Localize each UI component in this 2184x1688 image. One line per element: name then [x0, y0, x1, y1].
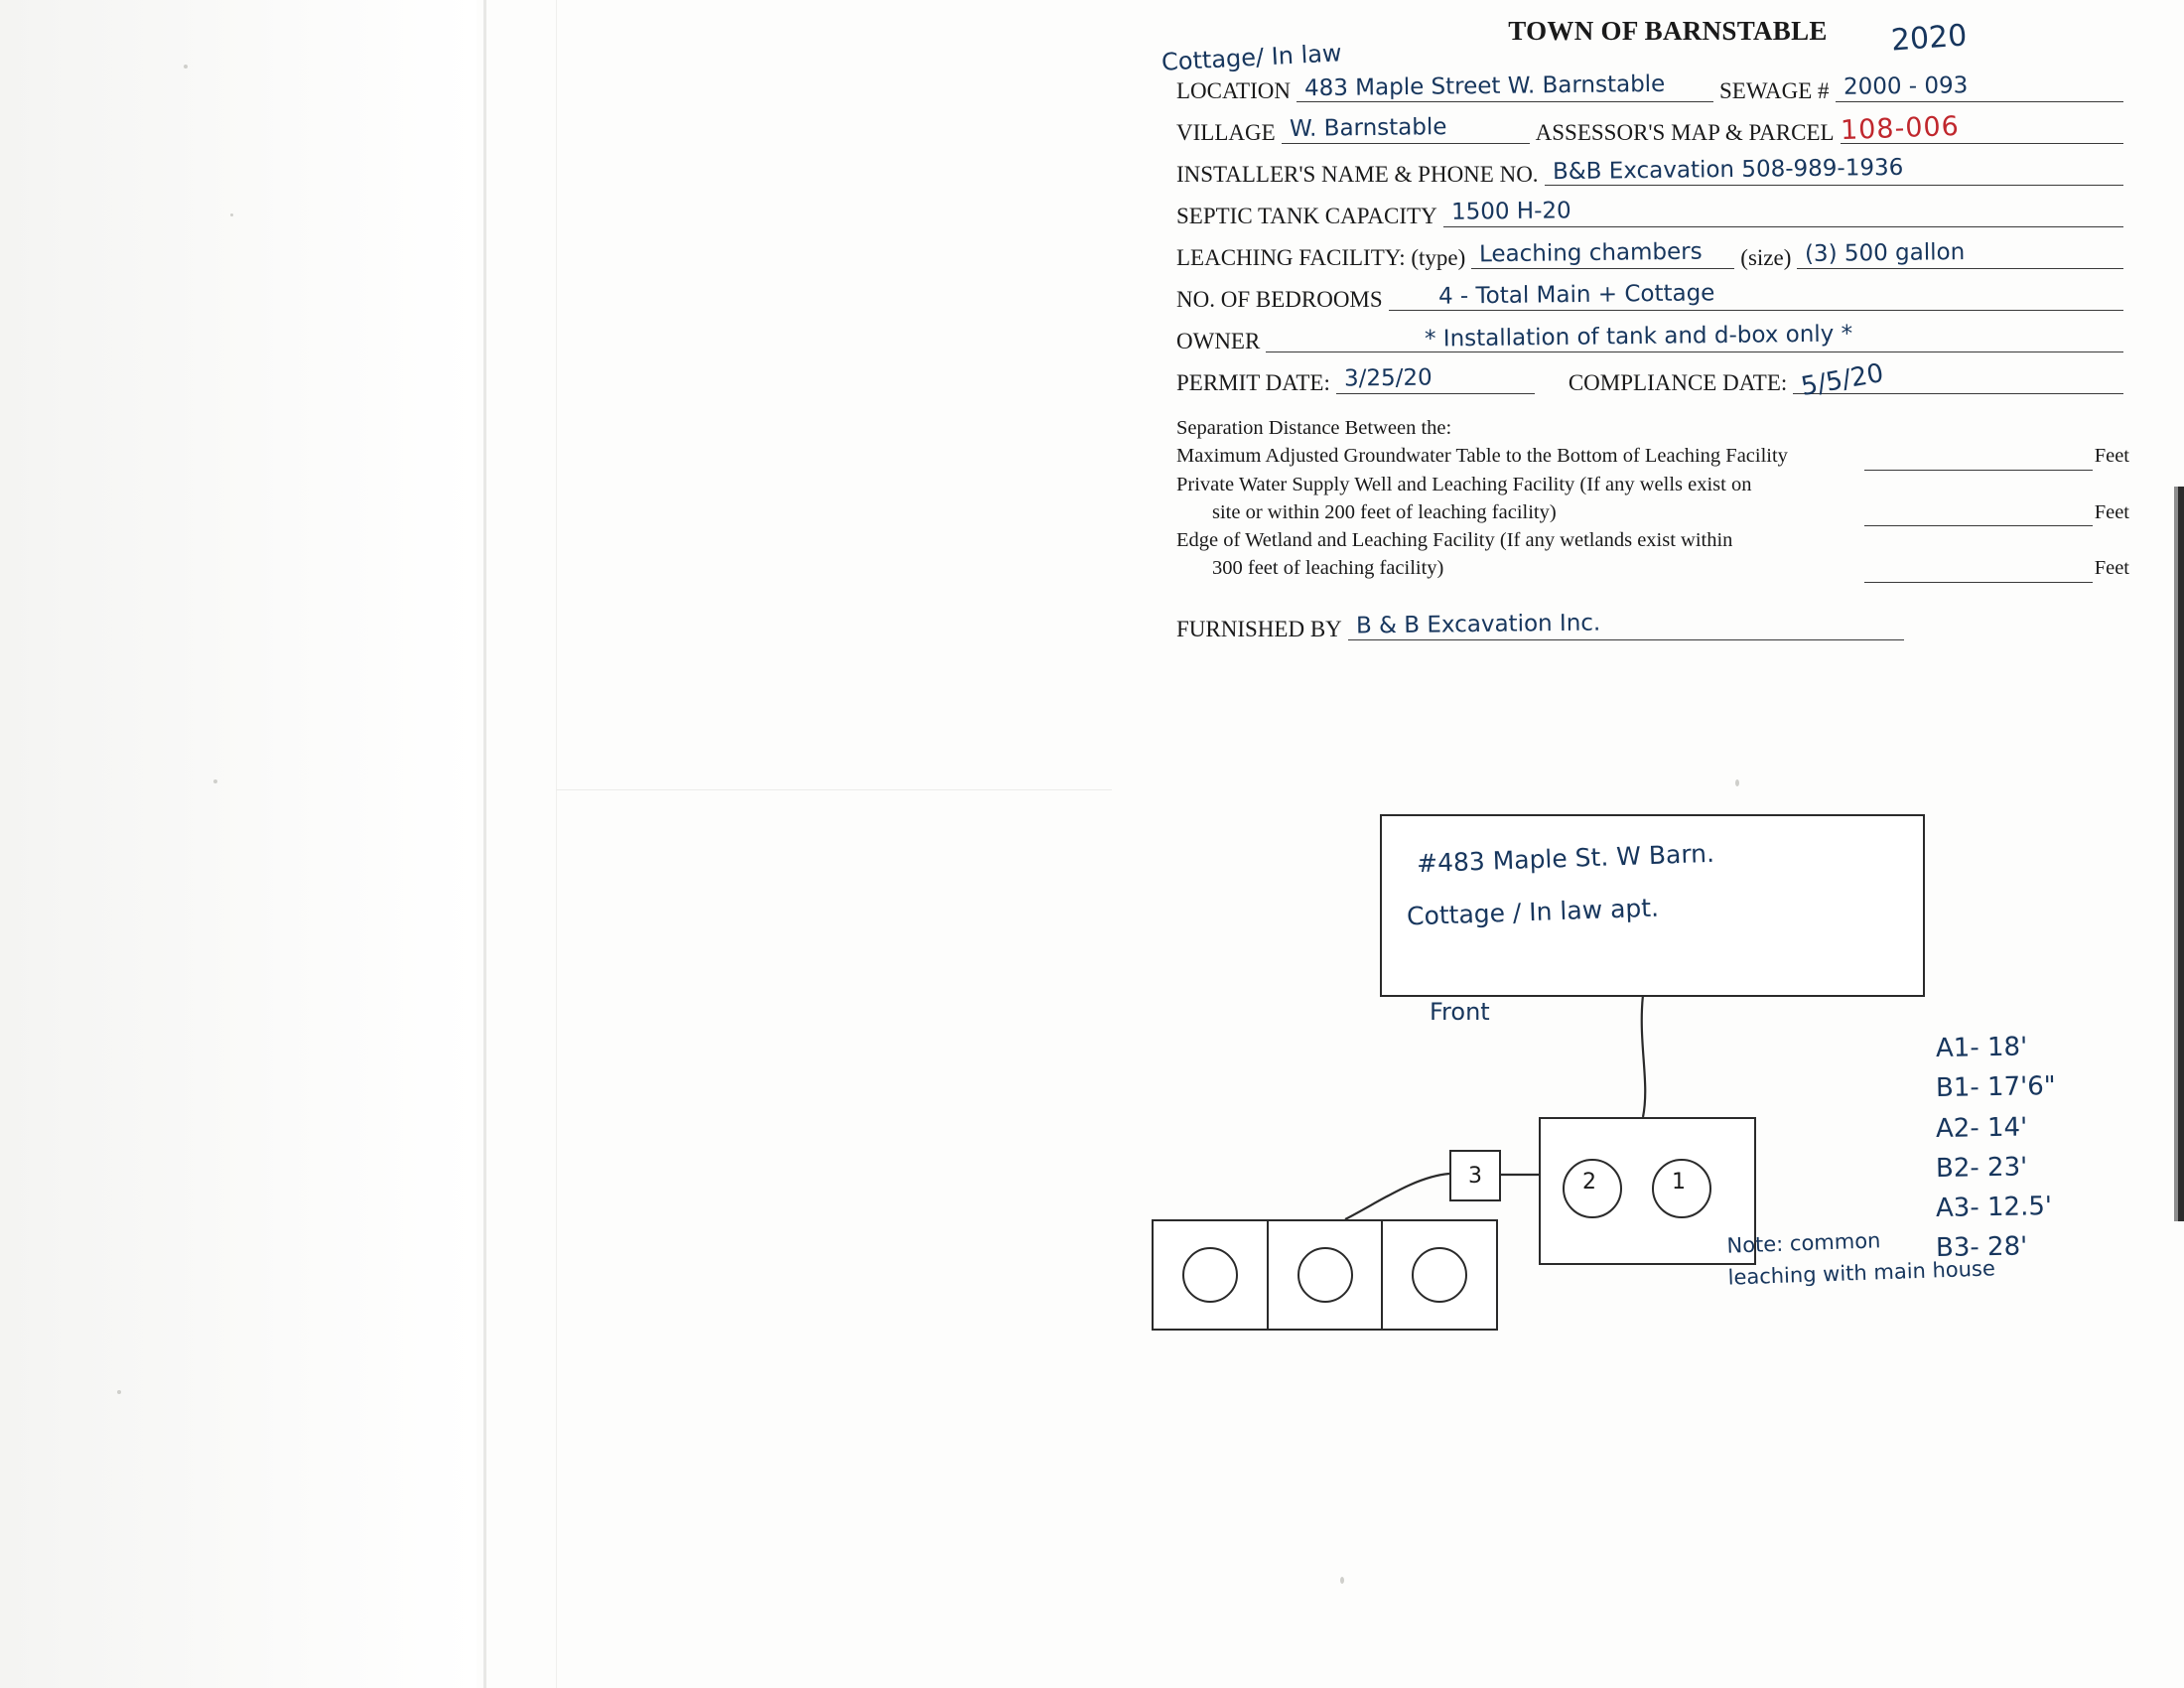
- compliance-date-field[interactable]: [1793, 357, 2123, 403]
- permit-date-label: PERMIT DATE:: [1176, 370, 1330, 395]
- dbox-label: 3: [1468, 1163, 1482, 1189]
- separation-line-unit: Feet: [2094, 500, 2129, 523]
- septic-permit-form: [1160, 16, 2129, 641]
- separation-line-field[interactable]: [1864, 505, 2093, 526]
- top-left-annotation: Cottage/ In law: [1160, 39, 1343, 76]
- chamber-ring-icon: [1182, 1247, 1238, 1303]
- leaching-type-value: Leaching chambers: [1479, 238, 1704, 268]
- separation-line: [1176, 526, 2129, 554]
- furnished-by-value: B & B Excavation Inc.: [1355, 610, 1601, 639]
- installer-value: B&B Excavation 508-989-1936: [1552, 154, 1903, 186]
- sewage-label: SEWAGE #: [1719, 78, 1830, 103]
- leaching-chamber-2: [1269, 1221, 1384, 1329]
- permit-date-value: 3/25/20: [1343, 364, 1433, 392]
- scan-speck: [117, 1390, 121, 1394]
- furnished-by-field[interactable]: [1348, 610, 1904, 640]
- compliance-date-label: COMPLIANCE DATE:: [1568, 370, 1788, 395]
- dimension-item: A1- 18': [1935, 1032, 2028, 1064]
- installer-label: INSTALLER'S NAME & PHONE NO.: [1176, 162, 1539, 187]
- bedrooms-field[interactable]: [1389, 280, 2123, 311]
- house-label-line1: #483 Maple St. W Barn.: [1416, 838, 1715, 879]
- assessor-label: ASSESSOR'S MAP & PARCEL: [1535, 120, 1835, 145]
- house-front-label: Front: [1430, 998, 1490, 1026]
- row-leaching-facility: [1176, 238, 2129, 270]
- village-value: W. Barnstable: [1289, 114, 1447, 142]
- owner-field[interactable]: [1266, 321, 2123, 352]
- tank-port-1-label: 1: [1672, 1170, 1686, 1195]
- dimension-item: B1- 17'6": [1935, 1071, 2057, 1104]
- separation-line-text: site or within 200 feet of leaching facility): [1212, 500, 1557, 523]
- permit-date-field[interactable]: [1336, 366, 1535, 394]
- assessor-value: 108-006: [1840, 110, 1960, 147]
- page-fold-line-secondary: [556, 0, 557, 1688]
- row-location: [1176, 70, 2129, 103]
- row-septic-capacity: [1176, 200, 2129, 227]
- dimension-item: B3- 28': [1935, 1231, 2028, 1264]
- row-village: [1176, 110, 2129, 147]
- sketch-note: [1726, 1221, 1995, 1293]
- separation-line: [1176, 554, 2129, 582]
- separation-line-unit: Feet: [2094, 557, 2129, 580]
- separation-line: [1176, 498, 2129, 526]
- house-box: [1380, 814, 1925, 997]
- scan-speck: [230, 213, 233, 216]
- row-owner: [1176, 321, 2129, 353]
- house-to-tank-line: [1642, 995, 1646, 1117]
- row-furnished-by: [1176, 610, 2129, 641]
- assessor-field[interactable]: [1840, 110, 2123, 147]
- dimension-item: A2- 14': [1935, 1112, 2028, 1144]
- site-sketch: [1142, 774, 2134, 1470]
- dimension-item: B2- 23': [1935, 1152, 2028, 1184]
- page-left-shadow: [0, 0, 477, 1688]
- separation-line-text: Edge of Wetland and Leaching Facility (If any wetlands exist within: [1176, 529, 1733, 552]
- dbox-to-chambers-line: [1345, 1174, 1449, 1219]
- separation-line-field[interactable]: [1864, 562, 2093, 583]
- separation-heading: Separation Distance Between the:: [1176, 417, 1452, 439]
- village-label: VILLAGE: [1176, 120, 1276, 145]
- installer-field[interactable]: [1545, 154, 2123, 186]
- row-bedrooms: [1176, 280, 2129, 312]
- distribution-box: [1449, 1150, 1501, 1201]
- scan-speck: [184, 65, 188, 69]
- owner-value: * Installation of tank and d-box only *: [1425, 321, 1853, 352]
- leaching-facility-label: LEACHING FACILITY: (type): [1176, 245, 1466, 270]
- row-installer: [1176, 154, 2129, 187]
- village-field[interactable]: [1282, 116, 1530, 144]
- location-value: 483 Maple Street W. Barnstable: [1303, 70, 1666, 102]
- owner-label: OWNER: [1176, 329, 1261, 353]
- dimension-item: A3- 12.5': [1935, 1192, 2053, 1224]
- bedrooms-value: 4 - Total Main + Cottage: [1437, 280, 1715, 310]
- chamber-ring-icon: [1297, 1247, 1353, 1303]
- leaching-type-field[interactable]: [1471, 238, 1734, 269]
- row-dates: [1176, 357, 2129, 403]
- separation-line: [1176, 471, 2129, 498]
- septic-capacity-value: 1500 H-20: [1450, 198, 1571, 225]
- furnished-by-label: FURNISHED BY: [1176, 616, 1342, 641]
- leaching-chambers: [1152, 1219, 1498, 1331]
- septic-tank-box: [1539, 1117, 1756, 1265]
- scan-speck: [213, 779, 217, 783]
- sketch-note-line1: Note: common: [1726, 1228, 1881, 1258]
- separation-line-field[interactable]: [1864, 450, 2093, 471]
- page-fold-line: [483, 0, 486, 1688]
- sketch-note-line2: leaching with main house: [1727, 1255, 1996, 1290]
- leaching-chamber-3: [1383, 1221, 1496, 1329]
- scanner-edge-band: [2178, 487, 2184, 1221]
- house-label-line2: Cottage / In law apt.: [1406, 893, 1660, 931]
- leaching-size-value: (3) 500 gallon: [1805, 239, 1966, 267]
- page-crease: [556, 789, 1112, 790]
- sewage-field[interactable]: [1836, 74, 2123, 102]
- scan-speck: [1340, 1577, 1344, 1584]
- sewage-value: 2000 - 093: [1843, 72, 1969, 100]
- separation-line-unit: Feet: [2094, 445, 2129, 468]
- form-title: TOWN OF BARNSTABLE: [1508, 16, 1828, 46]
- separation-distances-block: [1176, 414, 2129, 583]
- leaching-size-label: (size): [1740, 245, 1792, 270]
- separation-line: [1176, 442, 2129, 470]
- chamber-ring-icon: [1412, 1247, 1467, 1303]
- location-field[interactable]: [1297, 70, 1713, 102]
- bedrooms-label: NO. OF BEDROOMS: [1176, 287, 1383, 312]
- separation-line-text: Private Water Supply Well and Leaching Facility (If any wells exist on: [1176, 473, 1752, 495]
- leaching-size-field[interactable]: [1797, 241, 2123, 269]
- separation-line-text: 300 feet of leaching facility): [1212, 557, 1444, 580]
- leaching-chamber-1: [1154, 1221, 1269, 1329]
- scanner-edge-band-soft: [2174, 487, 2178, 1221]
- compliance-date-value: 5/5/20: [1799, 357, 1886, 403]
- tank-port-2-label: 2: [1582, 1170, 1596, 1195]
- septic-capacity-label: SEPTIC TANK CAPACITY: [1176, 204, 1437, 228]
- year-annotation: 2020: [1889, 18, 1969, 59]
- separation-line-text: Maximum Adjusted Groundwater Table to the Bottom of Leaching Facility: [1176, 445, 1788, 468]
- septic-capacity-field[interactable]: [1443, 200, 2123, 227]
- location-label: LOCATION: [1176, 78, 1291, 103]
